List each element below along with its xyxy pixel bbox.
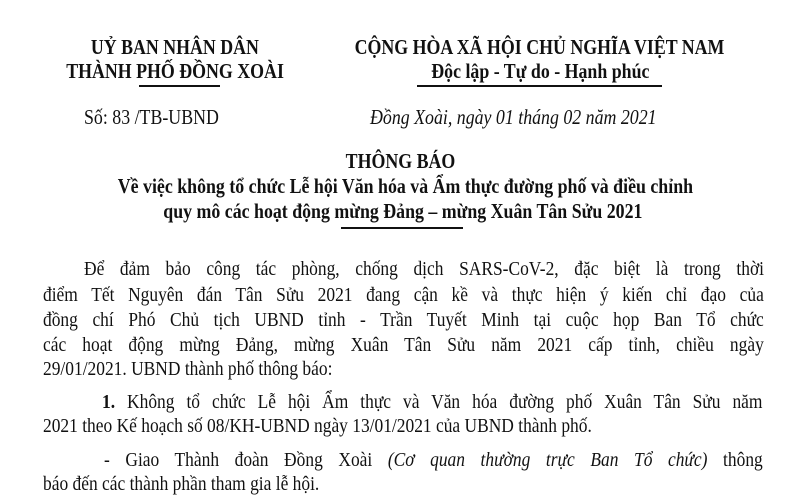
item-1-line: 2021 theo Kế hoạch số 08/KH-UBND ngày 13/01/2021 của UBND thành phố. <box>43 415 592 437</box>
subject-line-1: Về việc không tổ chức Lễ hội Văn hóa và Ẩm thực đường phố và điều chỉnh <box>117 174 693 198</box>
place-date: Đồng Xoài, ngày 01 tháng 02 năm 2021 <box>370 105 657 129</box>
national-title: CỘNG HÒA XÃ HỘI CHỦ NGHĨA VIỆT NAM <box>355 35 725 59</box>
agency-city: THÀNH PHỐ ĐỒNG XOÀI <box>66 59 284 83</box>
body-line: điểm Tết Nguyên đán Tân Sửu 2021 đang cận kề và thực hiện ý kiến chỉ đạo của <box>43 284 764 306</box>
document-type-heading: THÔNG BÁO <box>345 149 455 173</box>
motto-underline <box>417 85 662 87</box>
item-1-sub-line: - Giao Thành đoàn Đồng Xoài (Cơ quan thường trực Ban Tổ chức) thông <box>104 449 763 471</box>
document-number: Số: 83 /TB-UBND <box>84 105 219 129</box>
subject-line-2: quy mô các hoạt động mừng Đảng – mừng Xuân Tân Sửu 2021 <box>163 199 643 223</box>
title-underline <box>341 227 463 229</box>
body-line: Để đảm bảo công tác phòng, chống dịch SARS-CoV-2, đặc biệt là trong thời <box>84 258 764 280</box>
item-1-line: 1. Không tổ chức Lễ hội Ẩm thực và Văn hóa đường phố Xuân Tân Sửu năm <box>102 391 763 413</box>
item-1-sub-line: báo đến các thành phần tham gia lễ hội. <box>43 473 320 495</box>
item-number: 1. <box>102 391 116 413</box>
body-line: các hoạt động mừng Đảng, mừng Xuân Tân Sửu năm 2021 cấp tỉnh, chiều ngày <box>43 334 764 356</box>
agency-underline <box>139 85 220 87</box>
agency-name: UỶ BAN NHÂN DÂN <box>90 35 260 59</box>
body-line: đồng chí Phó Chủ tịch UBND tỉnh - Trần Tuyết Minh tại cuộc họp Ban Tổ chức <box>43 309 764 331</box>
national-motto: Độc lập - Tự do - Hạnh phúc <box>430 59 650 83</box>
body-line: 29/01/2021. UBND thành phố thông báo: <box>43 358 333 380</box>
italic-note: (Cơ quan thường trực Ban Tổ chức) <box>387 449 708 471</box>
